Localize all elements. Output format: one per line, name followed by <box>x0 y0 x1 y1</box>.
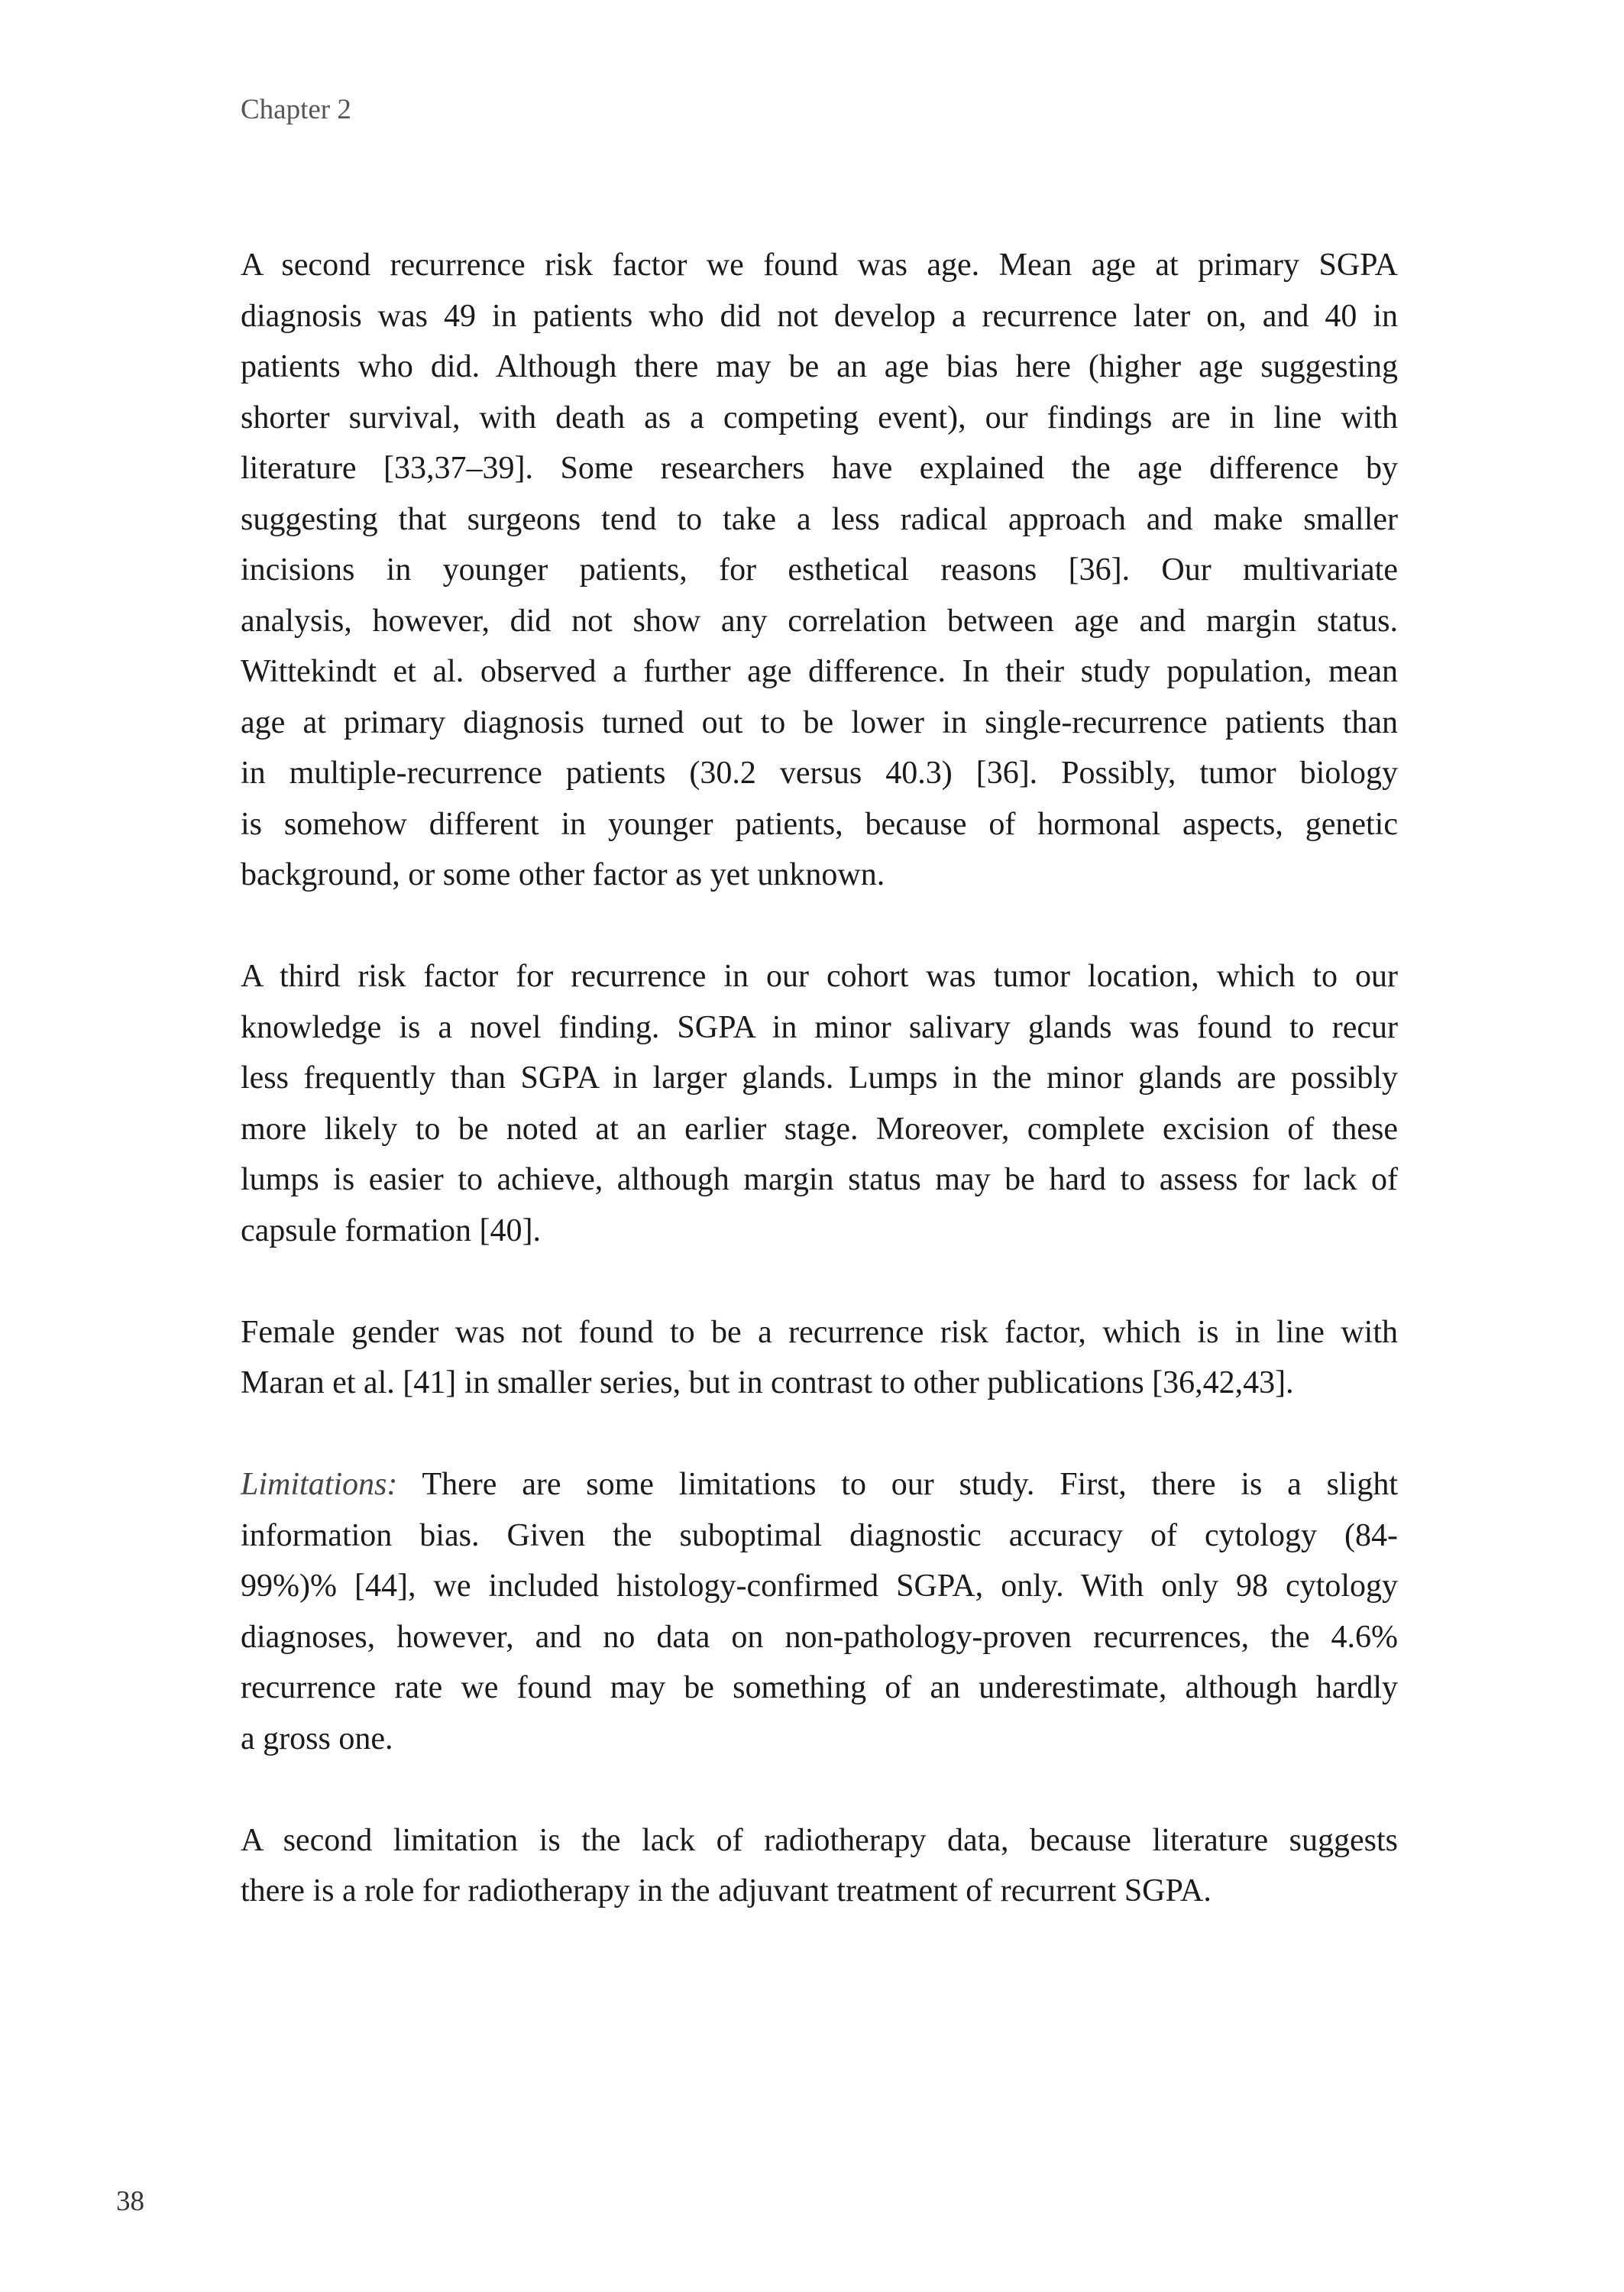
text-line <box>241 1002 1398 1054</box>
text-line <box>241 1053 1398 1104</box>
text-line <box>241 1510 1398 1562</box>
line-text: diagnosis was 49 in patients who did not develop a recurrence later on, and 40 in <box>241 298 1398 334</box>
text-line <box>241 850 1398 901</box>
body-text <box>241 240 1398 1967</box>
text-line <box>241 1612 1398 1663</box>
text-line <box>241 545 1398 596</box>
line-text: less frequently than SGPA in larger glands. Lumps in the minor glands are possibly <box>241 1060 1398 1096</box>
run-in-heading: Limitations: <box>241 1467 398 1502</box>
text-line <box>241 393 1398 444</box>
line-text: analysis, however, did not show any correlation between age and margin status. <box>241 603 1398 639</box>
text-line <box>241 1561 1398 1612</box>
page-number: 38 <box>116 2186 144 2217</box>
text-line <box>241 698 1398 749</box>
line-text: patients who did. Although there may be an age bias here (higher age suggesting <box>241 349 1398 384</box>
text-line <box>241 1307 1398 1358</box>
line-text: more likely to be noted at an earlier stage. Moreover, complete excision of these <box>241 1111 1398 1147</box>
paragraph <box>241 1815 1398 1917</box>
text-line <box>241 291 1398 342</box>
line-text: Maran et al. [41] in smaller series, but in contrast to other publications [36,42,43]. <box>241 1365 1294 1400</box>
line-text: diagnoses, however, and no data on non-pathology-proven recurrences, the 4.6% <box>241 1619 1398 1655</box>
line-text: 99%)% [44], we included histology-confirmed SGPA, only. With only 98 cytology <box>241 1568 1398 1604</box>
line-text: a gross one. <box>241 1721 393 1756</box>
line-text: background, or some other factor as yet unknown. <box>241 857 885 892</box>
text-line <box>241 240 1398 291</box>
line-text: in multiple-recurrence patients (30.2 versus 40.3) [36]. Possibly, tumor biology <box>241 756 1398 791</box>
line-text: literature [33,37–39]. Some researchers have explained the age difference by <box>241 451 1398 486</box>
text-line <box>241 494 1398 545</box>
text-line <box>241 1714 1398 1765</box>
line-text: A second recurrence risk factor we found was age. Mean age at primary SGPA <box>241 248 1398 283</box>
line-text: Female gender was not found to be a recurrence risk factor, which is in line with <box>241 1314 1398 1350</box>
text-line <box>241 1104 1398 1155</box>
line-text: knowledge is a novel finding. SGPA in minor salivary glands was found to recur <box>241 1009 1398 1045</box>
text-line <box>241 1662 1398 1714</box>
text-line <box>241 342 1398 393</box>
line-text: there is a role for radiotherapy in the adjuvant treatment of recurrent SGPA. <box>241 1873 1212 1908</box>
line-text: shorter survival, with death as a competing event), our findings are in line with <box>241 400 1398 435</box>
line-text: age at primary diagnosis turned out to be lower in single-recurrence patients than <box>241 704 1398 740</box>
line-text: lumps is easier to achieve, although margin status may be hard to assess for lack of <box>241 1162 1398 1197</box>
text-line <box>241 1206 1398 1257</box>
text-line <box>241 646 1398 698</box>
paragraph <box>241 240 1398 901</box>
line-text: capsule formation [40]. <box>241 1212 542 1248</box>
text-line <box>241 1866 1398 1917</box>
line-text: recurrence rate we found may be something of an underestimate, although hardly <box>241 1670 1398 1705</box>
line-text: incisions in younger patients, for esthetical reasons [36]. Our multivariate <box>241 552 1398 588</box>
text-line <box>241 748 1398 799</box>
running-header: Chapter 2 <box>241 94 351 125</box>
text-line <box>241 443 1398 494</box>
paragraph <box>241 1459 1398 1764</box>
line-text: information bias. Given the suboptimal diagnostic accuracy of cytology (84- <box>241 1517 1398 1553</box>
text-line <box>241 596 1398 647</box>
line-text: A second limitation is the lack of radiotherapy data, because literature suggests <box>241 1822 1398 1858</box>
text-line <box>241 799 1398 850</box>
paragraph <box>241 1307 1398 1409</box>
line-text: is somehow different in younger patients, because of hormonal aspects, genetic <box>241 806 1398 842</box>
line-text: There are some limitations to our study. First, there is a slight <box>397 1467 1398 1502</box>
line-text: suggesting that surgeons tend to take a less radical approach and make smaller <box>241 501 1398 537</box>
text-line <box>241 951 1398 1002</box>
line-text: A third risk factor for recurrence in our cohort was tumor location, which to our <box>241 959 1398 994</box>
line-text: Wittekindt et al. observed a further age difference. In their study population, mean <box>241 654 1398 689</box>
text-line <box>241 1358 1398 1409</box>
text-line <box>241 1154 1398 1206</box>
text-line <box>241 1459 1398 1510</box>
text-line <box>241 1815 1398 1866</box>
paragraph <box>241 951 1398 1256</box>
